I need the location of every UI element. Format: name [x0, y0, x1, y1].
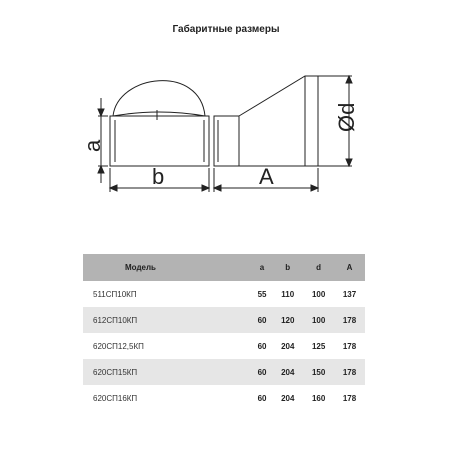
dim-label-a: a: [80, 139, 105, 152]
b-cell: 204: [272, 359, 303, 385]
table-row: [83, 359, 365, 385]
dim-label-d: Ød: [334, 102, 359, 132]
d-cell: 150: [303, 359, 334, 385]
col-header-b: b: [272, 254, 303, 281]
col-header-a: a: [252, 254, 273, 281]
a-cell: 60: [252, 307, 273, 333]
A-cell: 178: [334, 359, 365, 385]
a-cell: 60: [252, 359, 273, 385]
dimension-drawing: [0, 60, 452, 195]
A-cell: 178: [342, 393, 357, 403]
front-view-circle: [113, 81, 205, 116]
table-row: [83, 333, 365, 359]
a-cell: 55: [257, 289, 267, 299]
model-cell: 620СП12,5КП: [93, 341, 144, 351]
model-cell: 511СП10КП: [93, 289, 137, 299]
model-cell: 620СП16КП: [93, 393, 138, 403]
a-cell: 60: [257, 393, 267, 403]
table-header-row: [83, 254, 365, 281]
model-cell: 612СП10КП: [83, 307, 252, 333]
spec-table: [83, 254, 365, 411]
d-cell: 125: [311, 341, 326, 351]
A-cell: 178: [342, 341, 357, 351]
d-cell: 100: [311, 289, 326, 299]
table-row: [83, 385, 365, 411]
dim-label-A: A: [259, 164, 274, 189]
b-cell: 204: [281, 393, 295, 403]
page-title: Габаритные размеры: [172, 24, 280, 35]
b-cell: 204: [281, 341, 295, 351]
side-view-transition: [239, 76, 318, 166]
b-cell: 110: [281, 289, 295, 299]
table-row: [83, 281, 365, 307]
d-cell: 100: [303, 307, 334, 333]
table-row: [83, 307, 365, 333]
col-header-d: d: [303, 254, 334, 281]
b-cell: 120: [272, 307, 303, 333]
model-cell: 620СП15КП: [83, 359, 252, 385]
A-cell: 137: [342, 289, 357, 299]
dim-label-b: b: [152, 164, 165, 189]
a-cell: 60: [257, 341, 267, 351]
front-view-rect: [110, 116, 209, 166]
d-cell: 160: [311, 393, 326, 403]
col-header-A: A: [334, 254, 365, 281]
col-header-model: Модель: [83, 254, 252, 281]
A-cell: 178: [334, 307, 365, 333]
